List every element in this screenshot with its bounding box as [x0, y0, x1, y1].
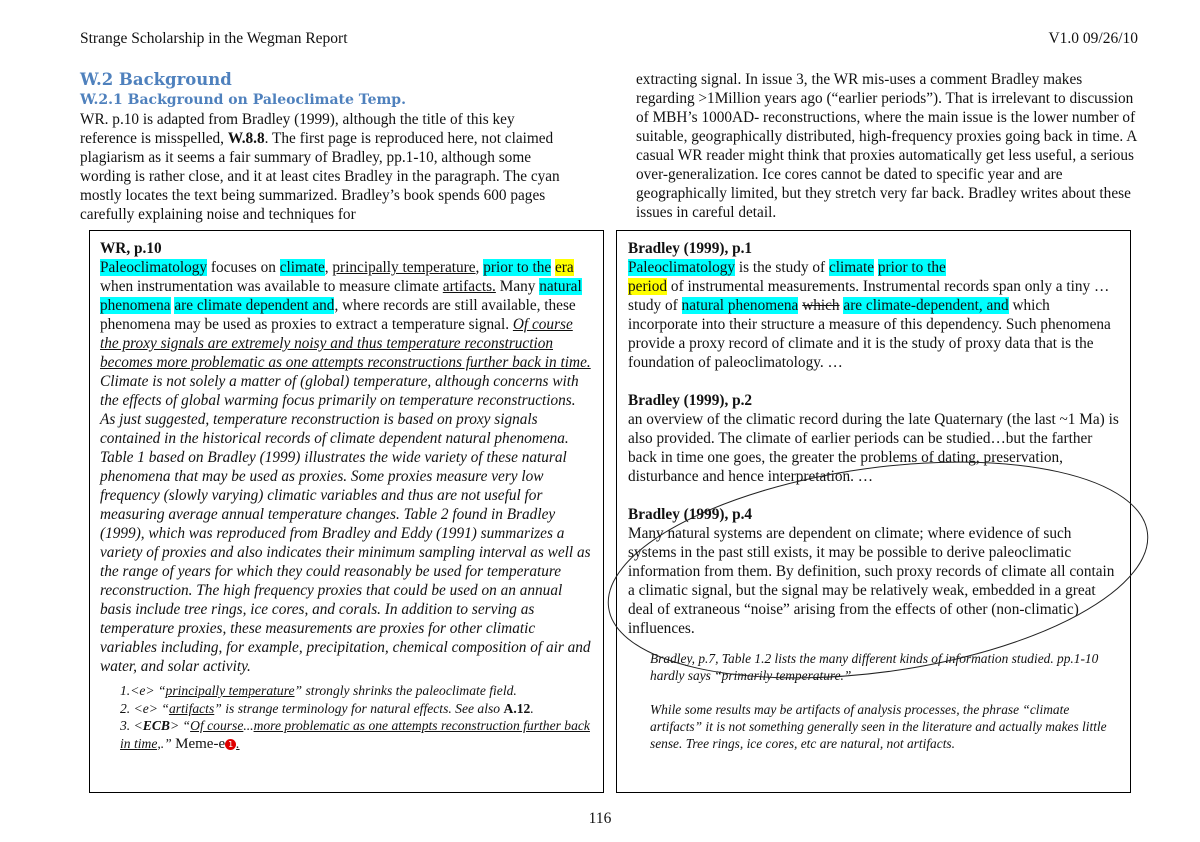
bradley-p4-title: Bradley (1999), p.4 — [628, 506, 753, 523]
running-header-version: V1.0 09/26/10 — [1048, 30, 1138, 47]
note-item: 3. <ECB> “Of course...more problematic as one attempts reconstruction further back in time,.” Meme-e 1 . — [120, 718, 590, 752]
bradley-p2-title: Bradley (1999), p.2 — [628, 392, 753, 409]
note-item: Bradley, p.7, Table 1.2 lists the many different kinds of information studied. pp.1-10 hardly says “primarily temperature.” — [650, 651, 1099, 683]
bradley-p4-body: Many natural systems are dependent on climate; where evidence of such systems in the past still exists, it may be possible to derive paleoclimatic information from them. By definition, such proxy records of climate all contain a climatic signal, but the signal may be relatively weak, embedded in a great deal of extraneous “noise” arising from the effects of other (non-climatic) influences. — [628, 525, 1115, 637]
wr-box-title: WR, p.10 — [100, 240, 162, 257]
page-number: 116 — [588, 810, 612, 827]
note-item: While some results may be artifacts of analysis processes, the phrase “climate artifacts” it is not something generally seen in the literature and actually makes little sense. Tree rings, ice cores, etc are natural, not artifacts. — [650, 702, 1107, 751]
bradley-box-notes — [650, 650, 1120, 752]
comment-marker-icon[interactable]: 1 — [225, 739, 236, 750]
subsection-heading: W.2.1 Background on Paleoclimate Temp. — [80, 92, 406, 108]
bradley-p1-body: Paleoclimatology is the study of climate prior to the period of instrumental measurements. Instrumental records span only a tiny … study of natural phenomena which are climate-dependent, and which incorporate into their structure a measure of this dependency. Such phenomena provide a proxy record of climate and it is the study of proxy data that is the foundation of paleoclimatology. … — [628, 259, 1111, 371]
wr-text-box — [89, 230, 604, 793]
intro-paragraph-left: WR. p.10 is adapted from Bradley (1999), although the title of this key reference is misspelled, W.8.8. The first page is reproduced here, not claimed plagiarism as it seems a fair summary of Bradley, pp.1-10, although some wording is rather close, and it at least cites Bradley in the paragraph. The cyan mostly locates the text being summarized. Bradley’s book spends 600 pages carefully explaining noise and techniques for — [80, 111, 560, 223]
reference-link: W.8.8 — [227, 130, 265, 147]
note-item: 2. <e> “artifacts” is strange terminology for natural effects. See also A.12. — [120, 700, 534, 716]
wr-box-body: Paleoclimatology focuses on climate, principally temperature, prior to the era when instrumentation was available to measure climate artifacts. Many natural phenomena are climate dependent and, where records are still available, these phenomena may be used as proxies to extract a temperature signal. Of course the proxy signals are extremely noisy and thus temperature reconstruction becomes more problematic as one attempts reconstructions further back in time. Climate is not solely a matter of (global) temperature, although concerns with the effects of global warming focus primarily on temperature reconstructions. As just suggested, temperature reconstruction is based on proxy signals contained in the historical records of climate dependent natural phenomena. Table 1 based on Bradley (1999) illustrates the wide variety of these natural phenomena that may be used as proxies. Some proxies measure very low frequency (slowly varying) climatic variables and thus are not useful for measuring average annual temperature changes. Table 2 found in Bradley (1999), which was reproduced from Bradley and Eddy (1991) summarizes a variety of proxies and also indicates their minimum sampling interval as well as the range of years for which they could reasonably be used for temperature reconstruction. The high frequency proxies that could be used on an annual basis include tree rings, ice cores, and corals. In addition to serving as temperature proxies, these measurements are proxies for other climatic variables including, for example, precipitation, chemical composition of air and water, and solar activity. — [100, 259, 591, 675]
bradley-p2-body: an overview of the climatic record during the late Quaternary (the last ~1 Ma) is also provided. The climate of earlier periods can be studied…but the farther back in time one goes, the greater the problems of dating, preservation, disturbance and hence interpretation. … — [628, 411, 1119, 485]
bradley-p1-title: Bradley (1999), p.1 — [628, 240, 753, 257]
note-item: 1.<e> “principally temperature” strongly shrinks the paleoclimate field. — [120, 683, 517, 698]
running-header-title: Strange Scholarship in the Wegman Report — [80, 30, 348, 47]
section-heading: W.2 Background — [80, 70, 232, 89]
intro-paragraph-right: extracting signal. In issue 3, the WR mis-uses a comment Bradley makes regarding >1Million years ago (“earlier periods”). That is irrelevant to discussion of MBH’s 1000AD- reconstructions, where the main issue is the lower number of suitable, geographically distributed, high-frequency proxies going back in time. A casual WR reader might think that proxies automatically get less useful, a serious over-generalization. Ice cores cannot be dated to specific year and are geographically limited, but they stretch very far back. Bradley writes about these issues in careful detail. — [636, 71, 1137, 221]
wr-box-notes — [120, 682, 593, 753]
bradley-text-box — [616, 230, 1131, 793]
